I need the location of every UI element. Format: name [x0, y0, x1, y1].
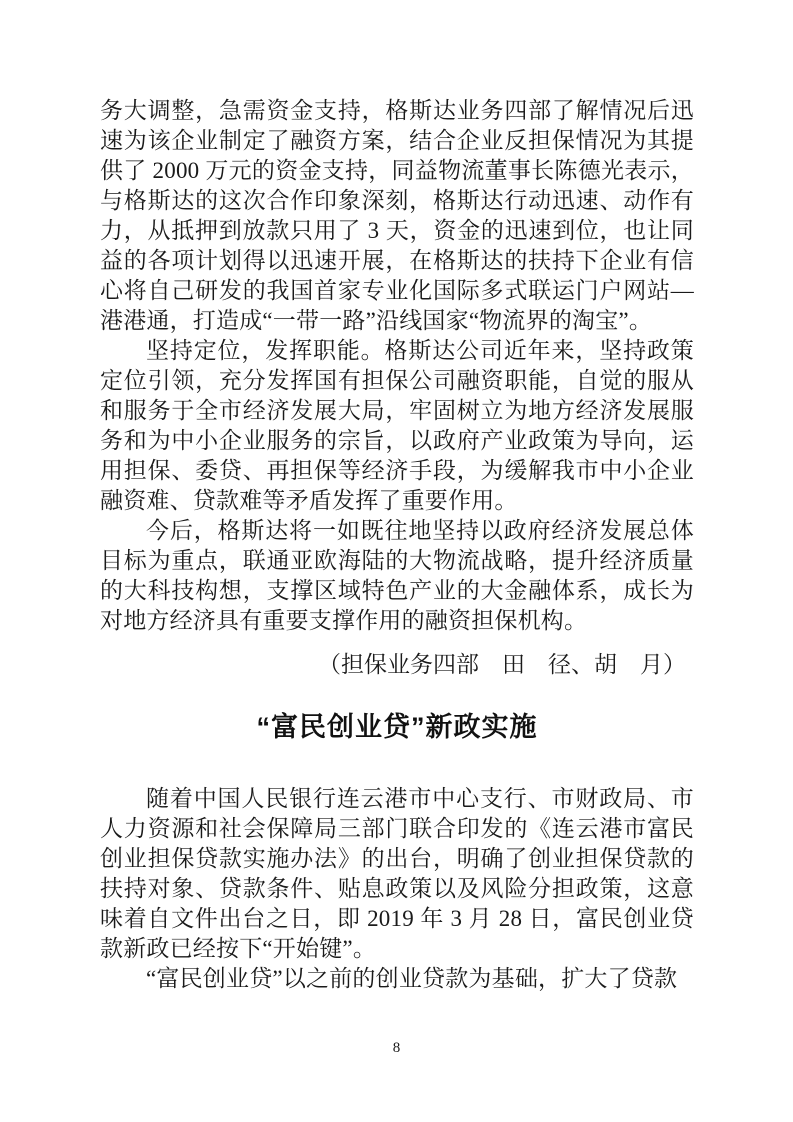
article-title: “富民创业贷”新政实施: [256, 712, 538, 742]
page-number: 8: [392, 1040, 401, 1056]
page-content: [100, 96, 694, 994]
continuation-paragraph-1: 务大调整，急需资金支持，格斯达业务四部了解情况后迅速为该企业制定了融资方案，结合企业反担保情况为其提供了 2000 万元的资金支持，同益物流董事长陈德光表示，与格斯达的这次合作印象深刻，格斯达行动迅速、动作有力，从抵押到放款只用了 3 天，资金的迅速到位，也让同益的各项计划得以迅速开展，在格斯达的扶持下企业有信心将自己研发的我国首家专业化国际多式联运门户网站—港港通，打造成“一带一路”沿线国家“物流界的淘宝”。: [100, 98, 694, 333]
new-article-paragraph-1: 随着中国人民银行连云港市中心支行、市财政局、市人力资源和社会保障局三部门联合印发的《连云港市富民创业担保贷款实施办法》的出台，明确了创业担保贷款的扶持对象、贷款条件、贴息政策以及风险分担政策，这意味着自文件出台之日，即 2019 年 3 月 28 日，富民创业贷款新政已经按下“开始键”。: [100, 786, 694, 961]
article-byline: （担保业务四部 田 径、胡 月）: [318, 652, 686, 677]
continuation-paragraph-3: 今后，格斯达将一如既往地坚持以政府经济发展总体目标为重点，联通亚欧海陆的大物流战略，提升经济质量的大科技构想，支撑区域特色产业的大金融体系，成长为对地方经济具有重要支撑作用的融资担保机构。: [100, 518, 694, 633]
continuation-paragraph-2: 坚持定位，发挥职能。格斯达公司近年来，坚持政策定位引领，充分发挥国有担保公司融资职能，自觉的服从和服务于全市经济发展大局，牢固树立为地方经济发展服务和为中小企业服务的宗旨，以政府产业政策为导向，运用担保、委贷、再担保等经济手段，为缓解我市中小企业融资难、贷款难等矛盾发挥了重要作用。: [100, 338, 694, 513]
new-article-paragraph-2: “富民创业贷”以之前的创业贷款为基础，扩大了贷款: [146, 966, 678, 991]
